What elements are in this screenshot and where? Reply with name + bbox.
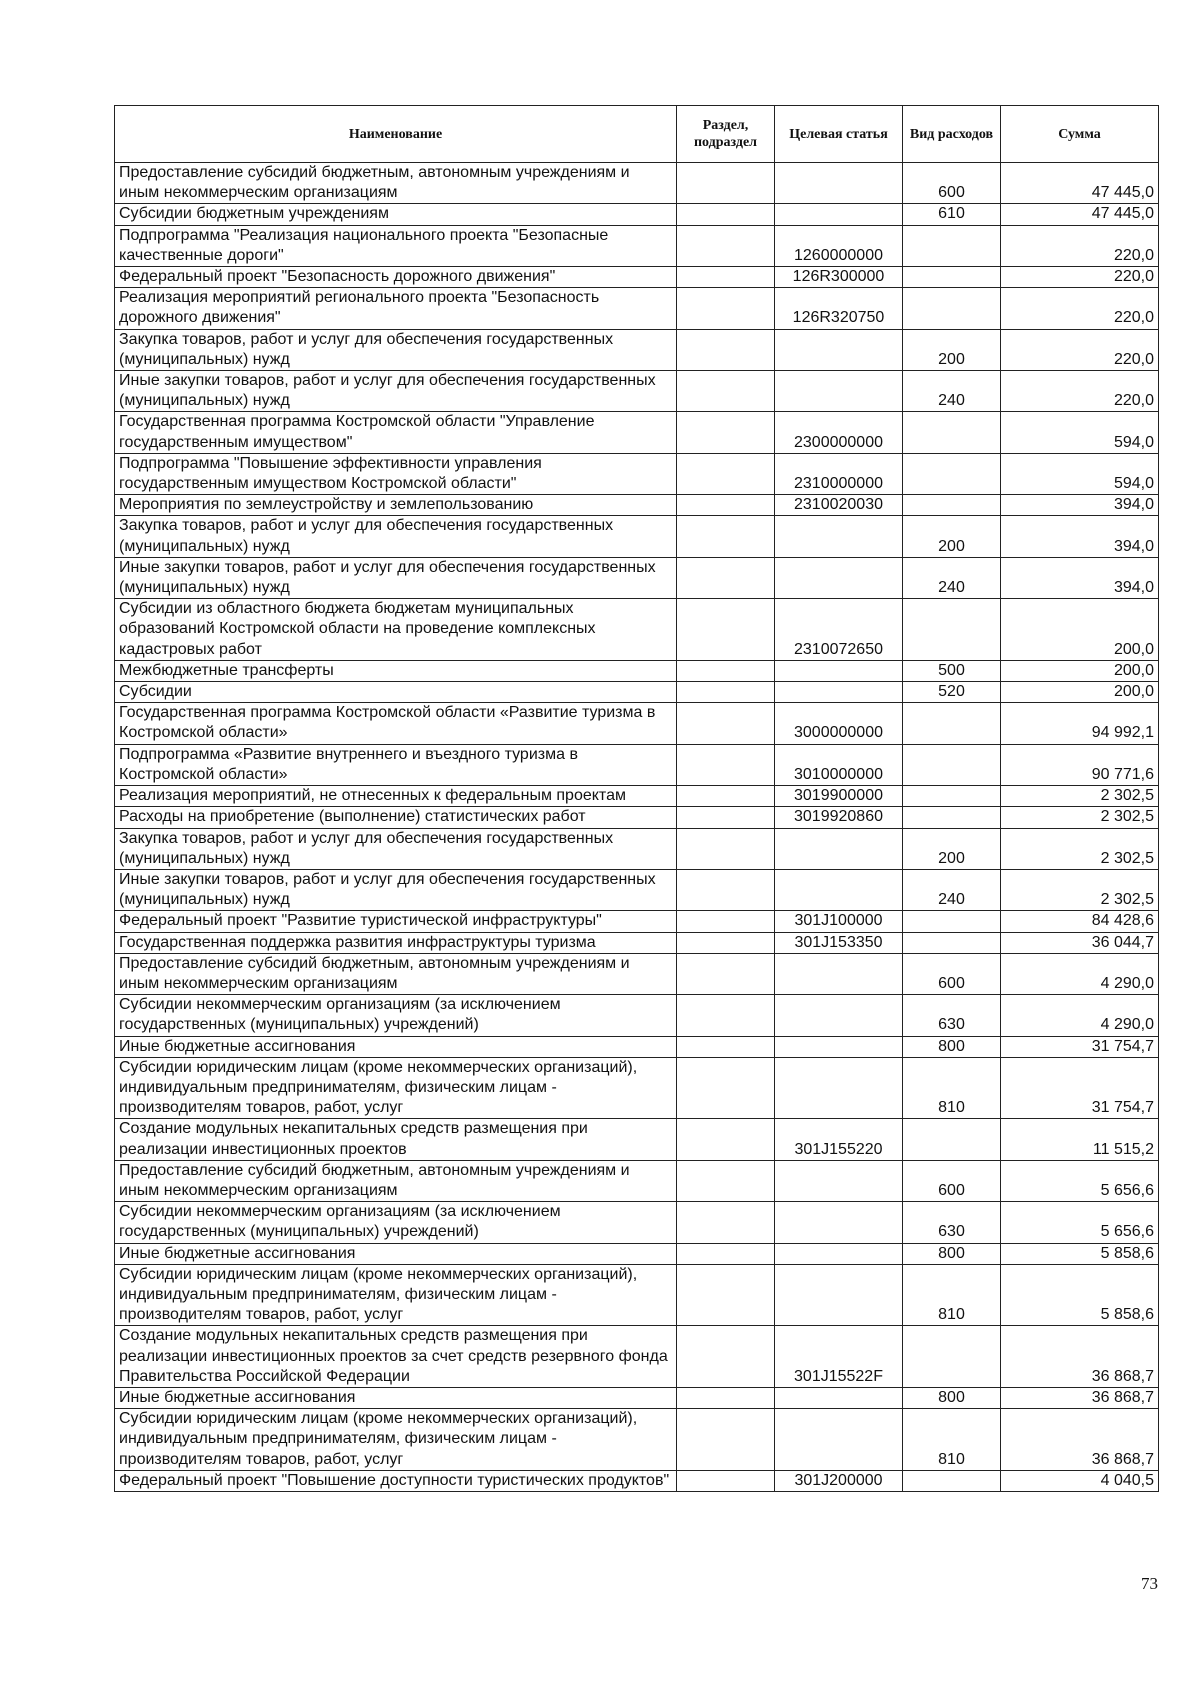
cell-celevaya xyxy=(775,1057,903,1119)
table-row xyxy=(115,807,1159,828)
table-row xyxy=(115,516,1159,557)
cell-summa: 5 858,6 xyxy=(1001,1264,1159,1326)
cell-vid xyxy=(903,744,1001,785)
cell-vid xyxy=(903,267,1001,288)
cell-name: Государственная поддержка развития инфраструктуры туризма xyxy=(115,932,677,953)
cell-razdel xyxy=(677,995,775,1036)
table-row xyxy=(115,557,1159,598)
cell-vid: 600 xyxy=(903,1160,1001,1201)
cell-razdel xyxy=(677,1036,775,1057)
cell-summa: 220,0 xyxy=(1001,371,1159,412)
cell-razdel xyxy=(677,557,775,598)
table-row xyxy=(115,660,1159,681)
cell-razdel xyxy=(677,1243,775,1264)
cell-celevaya: 126R320750 xyxy=(775,288,903,329)
cell-vid: 800 xyxy=(903,1243,1001,1264)
cell-name: Федеральный проект "Повышение доступности туристических продуктов" xyxy=(115,1470,677,1491)
cell-razdel xyxy=(677,869,775,910)
cell-razdel xyxy=(677,204,775,225)
cell-vid xyxy=(903,412,1001,453)
cell-name: Подпрограмма "Повышение эффективности управления государственным имуществом Костромской области" xyxy=(115,453,677,494)
cell-celevaya xyxy=(775,1036,903,1057)
cell-summa: 47 445,0 xyxy=(1001,204,1159,225)
table-row xyxy=(115,1160,1159,1201)
cell-vid xyxy=(903,932,1001,953)
cell-celevaya: 301J100000 xyxy=(775,911,903,932)
cell-summa: 2 302,5 xyxy=(1001,828,1159,869)
cell-summa: 36 044,7 xyxy=(1001,932,1159,953)
cell-razdel xyxy=(677,453,775,494)
cell-vid: 610 xyxy=(903,204,1001,225)
cell-summa: 200,0 xyxy=(1001,660,1159,681)
table-row xyxy=(115,703,1159,744)
cell-vid xyxy=(903,453,1001,494)
cell-name: Предоставление субсидий бюджетным, автономным учреждениям и иным некоммерческим организациям xyxy=(115,163,677,204)
header-summa: Сумма xyxy=(1001,106,1159,163)
cell-name: Закупка товаров, работ и услуг для обеспечения государственных (муниципальных) нужд xyxy=(115,516,677,557)
cell-vid: 200 xyxy=(903,516,1001,557)
header-name: Наименование xyxy=(115,106,677,163)
cell-name: Государственная программа Костромской области «Развитие туризма в Костромской области» xyxy=(115,703,677,744)
cell-vid: 600 xyxy=(903,163,1001,204)
table-row xyxy=(115,1202,1159,1243)
cell-celevaya: 3000000000 xyxy=(775,703,903,744)
cell-summa: 2 302,5 xyxy=(1001,786,1159,807)
cell-razdel xyxy=(677,1387,775,1408)
cell-celevaya xyxy=(775,953,903,994)
cell-razdel xyxy=(677,703,775,744)
cell-name: Федеральный проект "Безопасность дорожного движения" xyxy=(115,267,677,288)
cell-name: Иные бюджетные ассигнования xyxy=(115,1387,677,1408)
header-vid: Вид расходов xyxy=(903,106,1001,163)
budget-table xyxy=(114,105,1159,1492)
cell-summa: 94 992,1 xyxy=(1001,703,1159,744)
cell-name: Иные бюджетные ассигнования xyxy=(115,1243,677,1264)
cell-name: Иные закупки товаров, работ и услуг для обеспечения государственных (муниципальных) нужд xyxy=(115,371,677,412)
cell-razdel xyxy=(677,267,775,288)
page-number: 73 xyxy=(1141,1574,1158,1593)
table-row xyxy=(115,412,1159,453)
table-row xyxy=(115,682,1159,703)
cell-vid: 800 xyxy=(903,1036,1001,1057)
cell-razdel xyxy=(677,744,775,785)
cell-name: Субсидии юридическим лицам (кроме некоммерческих организаций), индивидуальным предпринимателям, физическим лицам - производителям товаров, работ, услуг xyxy=(115,1409,677,1471)
cell-name: Закупка товаров, работ и услуг для обеспечения государственных (муниципальных) нужд xyxy=(115,828,677,869)
table-row xyxy=(115,1409,1159,1471)
cell-razdel xyxy=(677,911,775,932)
table-row xyxy=(115,163,1159,204)
cell-summa: 90 771,6 xyxy=(1001,744,1159,785)
cell-summa: 5 858,6 xyxy=(1001,1243,1159,1264)
cell-vid: 810 xyxy=(903,1264,1001,1326)
cell-name: Закупка товаров, работ и услуг для обеспечения государственных (муниципальных) нужд xyxy=(115,329,677,370)
table-row xyxy=(115,599,1159,661)
table-row xyxy=(115,828,1159,869)
cell-summa: 220,0 xyxy=(1001,329,1159,370)
table-row xyxy=(115,267,1159,288)
cell-vid: 200 xyxy=(903,329,1001,370)
cell-vid: 240 xyxy=(903,557,1001,598)
cell-razdel xyxy=(677,1119,775,1160)
cell-celevaya: 3019920860 xyxy=(775,807,903,828)
cell-razdel xyxy=(677,1409,775,1471)
table-row xyxy=(115,1119,1159,1160)
cell-name: Государственная программа Костромской области "Управление государственным имуществом" xyxy=(115,412,677,453)
cell-celevaya xyxy=(775,163,903,204)
cell-celevaya: 3010000000 xyxy=(775,744,903,785)
cell-celevaya: 2300000000 xyxy=(775,412,903,453)
cell-razdel xyxy=(677,329,775,370)
cell-celevaya: 1260000000 xyxy=(775,225,903,266)
table-row xyxy=(115,1036,1159,1057)
cell-celevaya xyxy=(775,371,903,412)
table-row xyxy=(115,371,1159,412)
cell-celevaya xyxy=(775,1160,903,1201)
table-row xyxy=(115,1387,1159,1408)
table-row xyxy=(115,1243,1159,1264)
cell-razdel xyxy=(677,225,775,266)
table-row xyxy=(115,953,1159,994)
cell-summa: 2 302,5 xyxy=(1001,869,1159,910)
cell-name: Расходы на приобретение (выполнение) статистических работ xyxy=(115,807,677,828)
table-row xyxy=(115,786,1159,807)
cell-razdel xyxy=(677,371,775,412)
cell-name: Федеральный проект "Развитие туристической инфраструктуры" xyxy=(115,911,677,932)
header-row xyxy=(115,106,1159,163)
cell-summa: 5 656,6 xyxy=(1001,1160,1159,1201)
table-row xyxy=(115,1470,1159,1491)
cell-vid xyxy=(903,288,1001,329)
cell-vid xyxy=(903,1470,1001,1491)
cell-celevaya xyxy=(775,516,903,557)
cell-celevaya xyxy=(775,204,903,225)
cell-name: Подпрограмма "Реализация национального проекта "Безопасные качественные дороги" xyxy=(115,225,677,266)
cell-name: Реализация мероприятий регионального проекта "Безопасность дорожного движения" xyxy=(115,288,677,329)
cell-summa: 4 290,0 xyxy=(1001,995,1159,1036)
cell-razdel xyxy=(677,1470,775,1491)
cell-summa: 36 868,7 xyxy=(1001,1387,1159,1408)
header-celevaya: Целевая статья xyxy=(775,106,903,163)
cell-celevaya: 3019900000 xyxy=(775,786,903,807)
cell-vid xyxy=(903,599,1001,661)
cell-vid: 600 xyxy=(903,953,1001,994)
cell-celevaya: 301J200000 xyxy=(775,1470,903,1491)
cell-razdel xyxy=(677,660,775,681)
cell-vid xyxy=(903,703,1001,744)
cell-celevaya: 301J15522F xyxy=(775,1326,903,1388)
cell-celevaya: 2310000000 xyxy=(775,453,903,494)
cell-razdel xyxy=(677,599,775,661)
cell-celevaya: 2310020030 xyxy=(775,495,903,516)
cell-vid: 630 xyxy=(903,995,1001,1036)
cell-summa: 394,0 xyxy=(1001,557,1159,598)
cell-razdel xyxy=(677,682,775,703)
table-row xyxy=(115,204,1159,225)
cell-vid xyxy=(903,911,1001,932)
cell-name: Иные закупки товаров, работ и услуг для обеспечения государственных (муниципальных) нужд xyxy=(115,869,677,910)
cell-name: Субсидии юридическим лицам (кроме некоммерческих организаций), индивидуальным предпринимателям, физическим лицам - производителям товаров, работ, услуг xyxy=(115,1264,677,1326)
cell-razdel xyxy=(677,1326,775,1388)
cell-celevaya xyxy=(775,869,903,910)
cell-celevaya xyxy=(775,660,903,681)
cell-razdel xyxy=(677,412,775,453)
cell-summa: 594,0 xyxy=(1001,412,1159,453)
table-row xyxy=(115,995,1159,1036)
cell-vid xyxy=(903,1326,1001,1388)
table-body xyxy=(115,163,1159,1492)
cell-razdel xyxy=(677,953,775,994)
cell-celevaya xyxy=(775,329,903,370)
table-row xyxy=(115,1264,1159,1326)
cell-name: Создание модульных некапитальных средств размещения при реализации инвестиционных проектов за счет средств резервного фонда Правительства Российской Федерации xyxy=(115,1326,677,1388)
cell-summa: 4 290,0 xyxy=(1001,953,1159,994)
table-row xyxy=(115,453,1159,494)
cell-vid: 200 xyxy=(903,828,1001,869)
cell-vid: 500 xyxy=(903,660,1001,681)
table-row xyxy=(115,329,1159,370)
cell-summa: 31 754,7 xyxy=(1001,1036,1159,1057)
cell-summa: 84 428,6 xyxy=(1001,911,1159,932)
cell-razdel xyxy=(677,932,775,953)
cell-razdel xyxy=(677,516,775,557)
cell-summa: 11 515,2 xyxy=(1001,1119,1159,1160)
cell-summa: 220,0 xyxy=(1001,288,1159,329)
cell-name: Субсидии из областного бюджета бюджетам муниципальных образований Костромской области на проведение комплексных кадастровых работ xyxy=(115,599,677,661)
cell-name: Предоставление субсидий бюджетным, автономным учреждениям и иным некоммерческим организациям xyxy=(115,1160,677,1201)
cell-name: Иные закупки товаров, работ и услуг для обеспечения государственных (муниципальных) нужд xyxy=(115,557,677,598)
cell-celevaya xyxy=(775,995,903,1036)
cell-razdel xyxy=(677,163,775,204)
table-row xyxy=(115,744,1159,785)
cell-vid xyxy=(903,225,1001,266)
cell-summa: 36 868,7 xyxy=(1001,1409,1159,1471)
cell-name: Межбюджетные трансферты xyxy=(115,660,677,681)
cell-celevaya: 301J155220 xyxy=(775,1119,903,1160)
cell-name: Иные бюджетные ассигнования xyxy=(115,1036,677,1057)
cell-razdel xyxy=(677,1160,775,1201)
cell-summa: 5 656,6 xyxy=(1001,1202,1159,1243)
cell-celevaya xyxy=(775,557,903,598)
cell-celevaya xyxy=(775,1264,903,1326)
cell-name: Мероприятия по землеустройству и землепользованию xyxy=(115,495,677,516)
cell-celevaya xyxy=(775,682,903,703)
table-row xyxy=(115,225,1159,266)
cell-vid: 810 xyxy=(903,1057,1001,1119)
cell-celevaya xyxy=(775,1387,903,1408)
cell-name: Субсидии юридическим лицам (кроме некоммерческих организаций), индивидуальным предпринимателям, физическим лицам - производителям товаров, работ, услуг xyxy=(115,1057,677,1119)
cell-razdel xyxy=(677,288,775,329)
cell-vid: 810 xyxy=(903,1409,1001,1471)
cell-celevaya: 301J153350 xyxy=(775,932,903,953)
cell-name: Субсидии некоммерческим организациям (за исключением государственных (муниципальных) учреждений) xyxy=(115,995,677,1036)
cell-summa: 4 040,5 xyxy=(1001,1470,1159,1491)
cell-summa: 31 754,7 xyxy=(1001,1057,1159,1119)
cell-summa: 220,0 xyxy=(1001,267,1159,288)
table-row xyxy=(115,911,1159,932)
cell-razdel xyxy=(677,786,775,807)
cell-summa: 200,0 xyxy=(1001,599,1159,661)
cell-name: Реализация мероприятий, не отнесенных к федеральным проектам xyxy=(115,786,677,807)
header-razdel: Раздел, подраздел xyxy=(677,106,775,163)
cell-name: Субсидии некоммерческим организациям (за исключением государственных (муниципальных) учреждений) xyxy=(115,1202,677,1243)
cell-celevaya: 126R300000 xyxy=(775,267,903,288)
cell-razdel xyxy=(677,828,775,869)
table-row xyxy=(115,495,1159,516)
table-row xyxy=(115,288,1159,329)
cell-vid: 800 xyxy=(903,1387,1001,1408)
cell-razdel xyxy=(677,1202,775,1243)
cell-razdel xyxy=(677,807,775,828)
cell-celevaya xyxy=(775,828,903,869)
cell-summa: 47 445,0 xyxy=(1001,163,1159,204)
cell-vid: 630 xyxy=(903,1202,1001,1243)
cell-vid xyxy=(903,807,1001,828)
cell-celevaya: 2310072650 xyxy=(775,599,903,661)
cell-razdel xyxy=(677,1057,775,1119)
cell-vid: 240 xyxy=(903,869,1001,910)
cell-summa: 394,0 xyxy=(1001,495,1159,516)
cell-celevaya xyxy=(775,1243,903,1264)
cell-vid xyxy=(903,1119,1001,1160)
cell-vid: 240 xyxy=(903,371,1001,412)
cell-razdel xyxy=(677,495,775,516)
cell-vid xyxy=(903,495,1001,516)
table-row xyxy=(115,869,1159,910)
cell-name: Предоставление субсидий бюджетным, автономным учреждениям и иным некоммерческим организациям xyxy=(115,953,677,994)
cell-name: Субсидии xyxy=(115,682,677,703)
cell-summa: 2 302,5 xyxy=(1001,807,1159,828)
table-row xyxy=(115,1057,1159,1119)
cell-summa: 394,0 xyxy=(1001,516,1159,557)
cell-celevaya xyxy=(775,1409,903,1471)
cell-name: Субсидии бюджетным учреждениям xyxy=(115,204,677,225)
cell-summa: 36 868,7 xyxy=(1001,1326,1159,1388)
table-row xyxy=(115,932,1159,953)
cell-summa: 220,0 xyxy=(1001,225,1159,266)
cell-name: Создание модульных некапитальных средств размещения при реализации инвестиционных проектов xyxy=(115,1119,677,1160)
cell-celevaya xyxy=(775,1202,903,1243)
cell-name: Подпрограмма «Развитие внутреннего и въездного туризма в Костромской области» xyxy=(115,744,677,785)
cell-summa: 200,0 xyxy=(1001,682,1159,703)
cell-summa: 594,0 xyxy=(1001,453,1159,494)
cell-vid xyxy=(903,786,1001,807)
cell-vid: 520 xyxy=(903,682,1001,703)
cell-razdel xyxy=(677,1264,775,1326)
table-row xyxy=(115,1326,1159,1388)
